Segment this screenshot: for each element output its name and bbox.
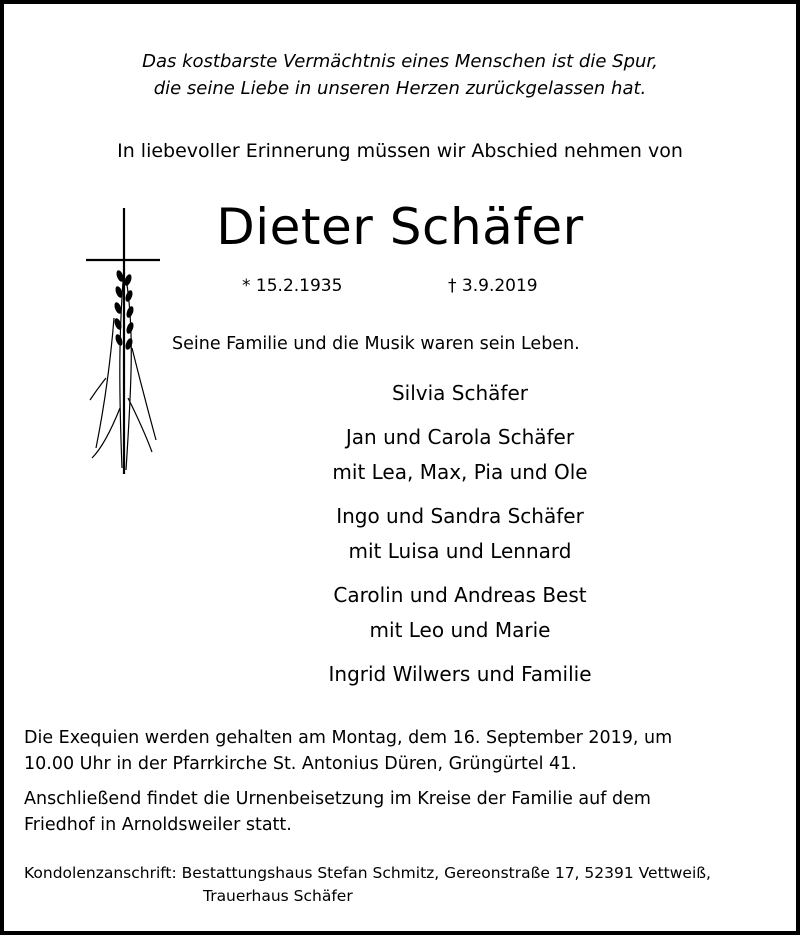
family-line: Carolin und Andreas Best: [333, 583, 587, 607]
birth-date: * 15.2.1935: [242, 276, 343, 296]
condolence-address: [24, 862, 711, 908]
family-line: mit Lea, Max, Pia und Ole: [332, 460, 588, 484]
service-line-1: Die Exequien werden gehalten am Montag, dem 16. September 2019, um: [24, 728, 673, 748]
family-line: mit Luisa und Lennard: [348, 539, 572, 563]
intro-text: In liebevoller Erinnerung müssen wir Abschied nehmen von: [117, 140, 683, 162]
family-group: [124, 420, 796, 490]
quote-line-1: Das kostbarste Vermächtnis eines Menschen ist die Spur,: [142, 51, 658, 72]
death-date: † 3.9.2019: [448, 276, 538, 296]
memorial-quote: [4, 48, 796, 102]
family-line: Ingrid Wilwers und Familie: [328, 662, 592, 686]
family-line: Ingo und Sandra Schäfer: [336, 504, 584, 528]
burial-details: [24, 786, 776, 838]
family-group: [124, 376, 796, 411]
family-group: [124, 657, 796, 692]
family-list: [124, 376, 796, 692]
family-group: [124, 499, 796, 569]
deceased-name: Dieter Schäfer: [216, 198, 584, 256]
condolence-line-2: Trauerhaus Schäfer: [203, 887, 353, 905]
life-motto: Seine Familie und die Musik waren sein Leben.: [172, 334, 580, 354]
service-details: [24, 725, 776, 777]
service-line-2: 10.00 Uhr in der Pfarrkirche St. Antonius Düren, Grüngürtel 41.: [24, 754, 577, 774]
family-line: Silvia Schäfer: [391, 381, 528, 405]
family-group: [124, 578, 796, 648]
family-line: Jan und Carola Schäfer: [345, 425, 575, 449]
quote-line-2: die seine Liebe in unseren Herzen zurückgelassen hat.: [153, 78, 647, 99]
burial-line-1: Anschließend findet die Urnenbeisetzung im Kreise der Familie auf dem: [24, 789, 651, 809]
burial-line-2: Friedhof in Arnoldsweiler statt.: [24, 815, 292, 835]
family-line: mit Leo und Marie: [369, 618, 551, 642]
condolence-line-1: Kondolenzanschrift: Bestattungshaus Stefan Schmitz, Gereonstraße 17, 52391 Vettweiß,: [24, 864, 711, 882]
